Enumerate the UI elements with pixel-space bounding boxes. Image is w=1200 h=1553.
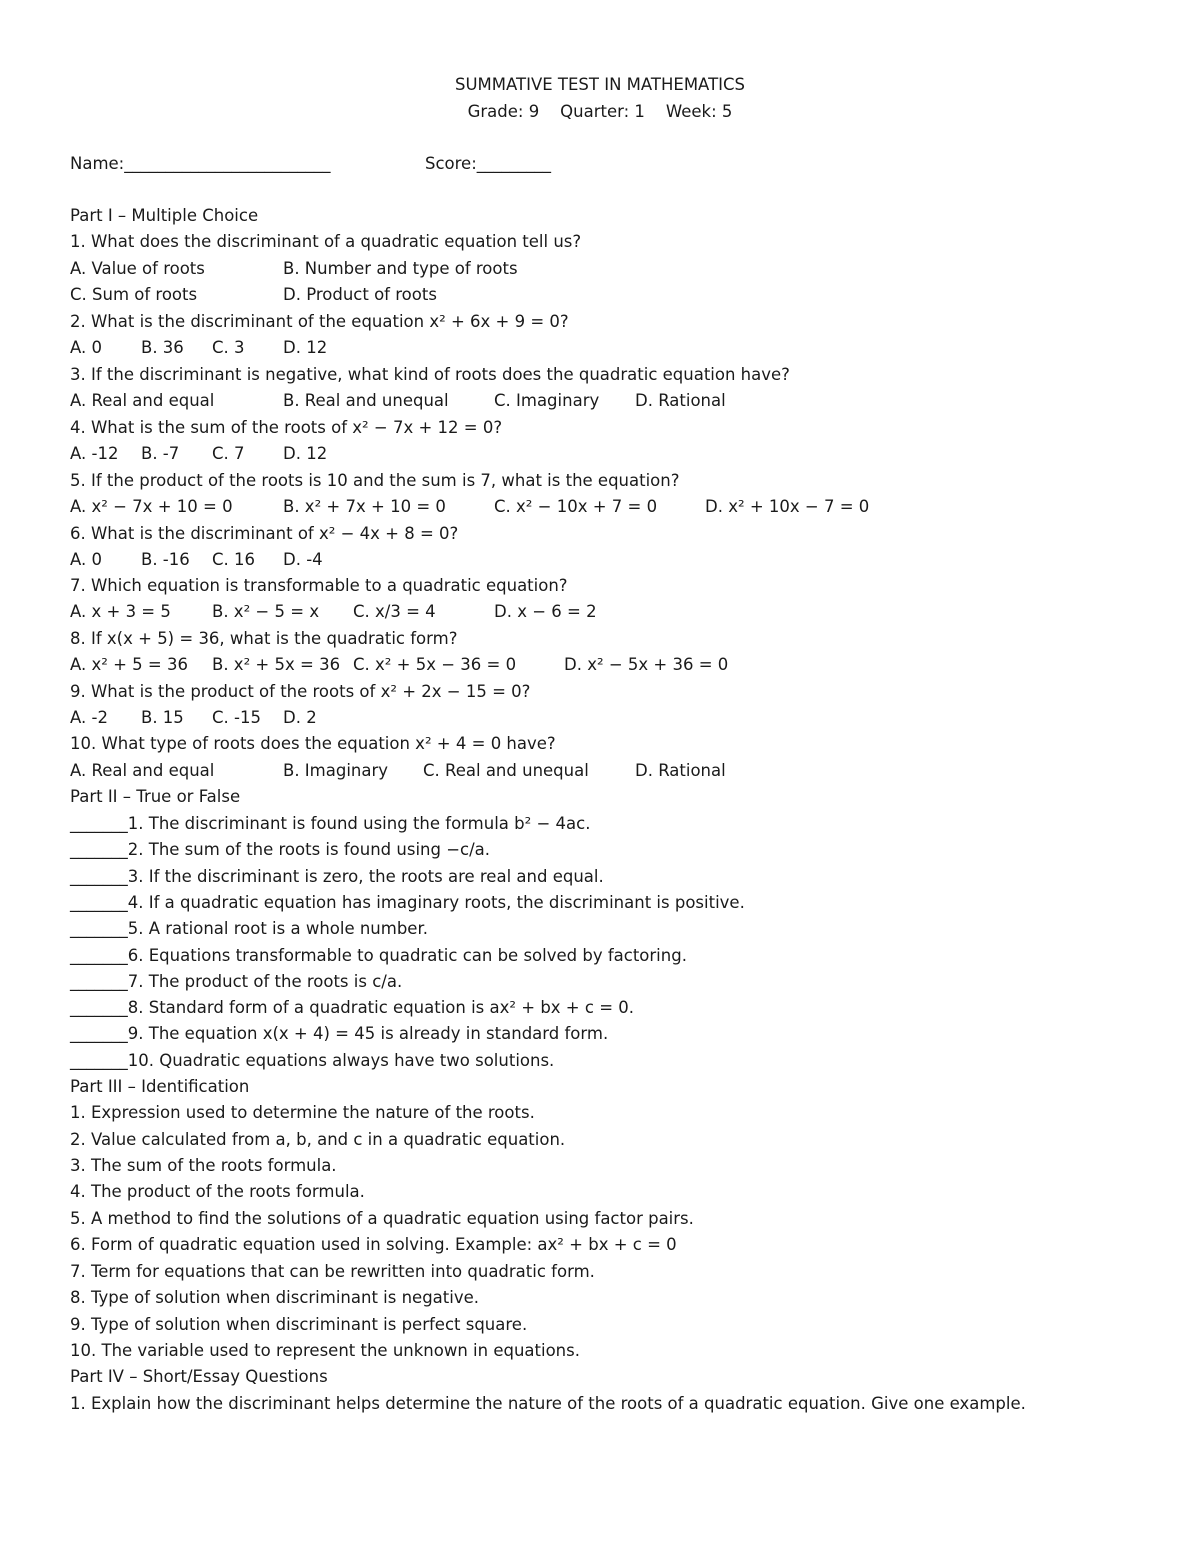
true-false-item: _______7. The product of the roots is c/a. [70, 972, 403, 991]
part1-heading: Part I – Multiple Choice [70, 206, 259, 225]
choice-c: C. 7 [212, 444, 245, 463]
identification-item: 3. The sum of the roots formula. [70, 1156, 337, 1175]
choice-d: D. Rational [635, 761, 726, 780]
choice-b: B. -16 [141, 550, 190, 569]
choice-b: B. Real and unequal [283, 391, 449, 410]
question-2: 2. What is the discriminant of the equation x² + 6x + 9 = 0? [70, 312, 569, 331]
choice-c: C. x/3 = 4 [353, 602, 436, 621]
choice-c: C. Imaginary [494, 391, 600, 410]
choice-a: A. Real and equal [70, 761, 215, 780]
true-false-item: _______1. The discriminant is found using the formula b² − 4ac. [70, 814, 591, 833]
true-false-item: _______6. Equations transformable to quadratic can be solved by factoring. [70, 946, 687, 965]
choice-d: D. 12 [283, 444, 328, 463]
true-false-item: _______2. The sum of the roots is found using −c/a. [70, 840, 491, 859]
choice-c: C. 3 [212, 338, 245, 357]
identification-item: 7. Term for equations that can be rewritten into quadratic form. [70, 1262, 595, 1281]
identification-item: 2. Value calculated from a, b, and c in a quadratic equation. [70, 1130, 566, 1149]
choice-a: A. 0 [70, 338, 102, 357]
choice-b: B. Number and type of roots [283, 259, 518, 278]
grade-quarter-week: Grade: 9 Quarter: 1 Week: 5 [467, 102, 733, 121]
choice-d: D. 12 [283, 338, 328, 357]
identification-item: 4. The product of the roots formula. [70, 1182, 365, 1201]
true-false-item: _______3. If the discriminant is zero, the roots are real and equal. [70, 867, 604, 886]
choice-c: C. x² + 5x − 36 = 0 [353, 655, 517, 674]
score-line: Score:_________ [425, 154, 552, 173]
choice-d: D. 2 [283, 708, 317, 727]
identification-item: 9. Type of solution when discriminant is perfect square. [70, 1315, 528, 1334]
true-false-item: _______4. If a quadratic equation has imaginary roots, the discriminant is positive. [70, 893, 745, 912]
identification-item: 8. Type of solution when discriminant is negative. [70, 1288, 479, 1307]
choice-d: D. -4 [283, 550, 323, 569]
choice-c: C. -15 [212, 708, 261, 727]
question-3: 3. If the discriminant is negative, what kind of roots does the quadratic equation have? [70, 365, 790, 384]
choice-a: A. Value of roots [70, 259, 205, 278]
test-title: SUMMATIVE TEST IN MATHEMATICS [454, 75, 746, 94]
true-false-item: _______9. The equation x(x + 4) = 45 is already in standard form. [70, 1024, 609, 1043]
choice-b: B. 36 [141, 338, 184, 357]
choice-c: C. 16 [212, 550, 256, 569]
choice-a: A. Real and equal [70, 391, 215, 410]
choice-b: B. -7 [141, 444, 180, 463]
choice-d: D. x² − 5x + 36 = 0 [564, 655, 729, 674]
identification-item: 6. Form of quadratic equation used in solving. Example: ax² + bx + c = 0 [70, 1235, 677, 1254]
identification-item: 1. Expression used to determine the nature of the roots. [70, 1103, 535, 1122]
choice-c: C. Sum of roots [70, 285, 198, 304]
choice-c: C. x² − 10x + 7 = 0 [494, 497, 658, 516]
question-4: 4. What is the sum of the roots of x² − 7x + 12 = 0? [70, 418, 503, 437]
true-false-item: _______8. Standard form of a quadratic equation is ax² + bx + c = 0. [70, 998, 635, 1017]
choice-b: B. Imaginary [283, 761, 389, 780]
question-10: 10. What type of roots does the equation x² + 4 = 0 have? [70, 734, 556, 753]
choice-b: B. x² − 5 = x [212, 602, 320, 621]
choice-d: D. x² + 10x − 7 = 0 [705, 497, 870, 516]
identification-item: 5. A method to find the solutions of a quadratic equation using factor pairs. [70, 1209, 694, 1228]
part2-heading: Part II – True or False [70, 787, 241, 806]
choice-a: A. -2 [70, 708, 108, 727]
question-7: 7. Which equation is transformable to a quadratic equation? [70, 576, 568, 595]
essay-question: 1. Explain how the discriminant helps determine the nature of the roots of a quadratic equation. Give one example. [70, 1394, 1026, 1413]
choice-b: B. x² + 5x = 36 [212, 655, 341, 674]
choice-d: D. Product of roots [283, 285, 437, 304]
part3-heading: Part III – Identification [70, 1077, 250, 1096]
question-5: 5. If the product of the roots is 10 and the sum is 7, what is the equation? [70, 471, 680, 490]
name-line: Name:_________________________ [70, 154, 331, 173]
choice-a: A. x² − 7x + 10 = 0 [70, 497, 233, 516]
choice-b: B. 15 [141, 708, 184, 727]
choice-b: B. x² + 7x + 10 = 0 [283, 497, 446, 516]
choice-a: A. x² + 5 = 36 [70, 655, 188, 674]
choice-c: C. Real and unequal [423, 761, 589, 780]
question-8: 8. If x(x + 5) = 36, what is the quadratic form? [70, 629, 458, 648]
question-6: 6. What is the discriminant of x² − 4x + 8 = 0? [70, 524, 459, 543]
part4-heading: Part IV – Short/Essay Questions [70, 1367, 328, 1386]
choice-a: A. 0 [70, 550, 102, 569]
choice-a: A. x + 3 = 5 [70, 602, 171, 621]
question-1: 1. What does the discriminant of a quadratic equation tell us? [70, 232, 582, 251]
choice-d: D. x − 6 = 2 [494, 602, 597, 621]
true-false-item: _______5. A rational root is a whole number. [70, 919, 428, 938]
identification-item: 10. The variable used to represent the unknown in equations. [70, 1341, 580, 1360]
choice-d: D. Rational [635, 391, 726, 410]
true-false-item: _______10. Quadratic equations always have two solutions. [70, 1051, 555, 1070]
choice-a: A. -12 [70, 444, 119, 463]
question-9: 9. What is the product of the roots of x² + 2x − 15 = 0? [70, 682, 531, 701]
